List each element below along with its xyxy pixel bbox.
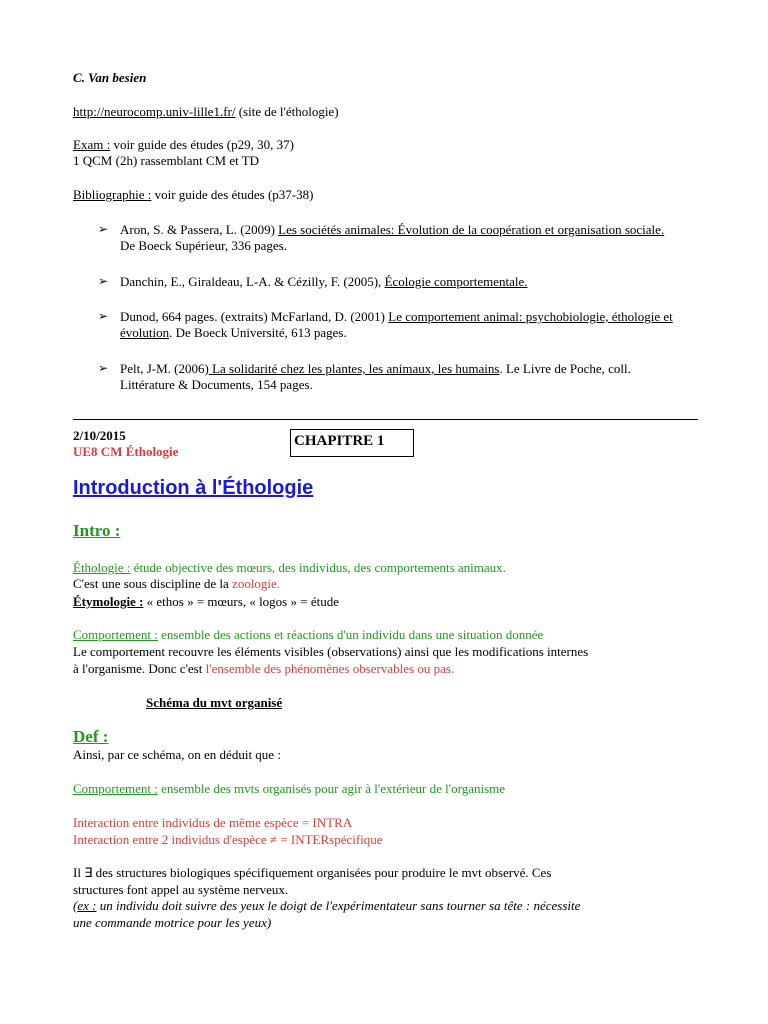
bib-authors: Pelt, J-M. (2006) bbox=[120, 361, 209, 376]
para-highlight: l'ensemble des phénomènes observables ou pas. bbox=[205, 661, 455, 676]
example-paren: ( bbox=[73, 898, 78, 913]
bib-title: Écologie comportementale. bbox=[384, 274, 528, 289]
chapter-label: CHAPITRE 1 bbox=[294, 433, 385, 449]
bib-item bbox=[120, 309, 680, 341]
ethologie-text: étude objective des mœurs, des individus, des comportements animaux. bbox=[130, 560, 506, 575]
biblio-text: voir guide des études (p37-38) bbox=[151, 187, 314, 202]
bullet-icon: ➢ bbox=[98, 274, 109, 288]
ethologie-def bbox=[73, 560, 506, 576]
bib-publisher: . Le Livre de Poche, coll. Littérature & Documents, 154 pages. bbox=[120, 361, 631, 392]
bib-item bbox=[120, 274, 680, 290]
inter-line: Interaction entre 2 individus d'espèce ≠ = INTERspécifique bbox=[73, 832, 383, 847]
comportement-para-line2 bbox=[73, 661, 454, 677]
bib-title: Les sociétés animales: Évolution de la coopération et organisation sociale. bbox=[278, 222, 665, 237]
comportement-def bbox=[73, 627, 543, 643]
subdiscipline-line bbox=[73, 576, 280, 592]
ainsi-line: Ainsi, par ce schéma, on en déduit que : bbox=[73, 747, 281, 762]
intra-line: Interaction entre individus de même espèce = INTRA bbox=[73, 815, 353, 830]
exam-line bbox=[73, 137, 294, 153]
intro-heading bbox=[73, 521, 120, 541]
comportement-label-2: Comportement : bbox=[73, 781, 158, 796]
site-link[interactable]: http://neurocomp.univ-lille1.fr/ bbox=[73, 104, 236, 119]
comportement-text-2: ensemble des mvts organisés pour agir à l'extérieur de l'organisme bbox=[157, 781, 506, 796]
subdiscipline-text: C'est une sous discipline de la bbox=[73, 576, 233, 591]
intro-heading-text: Intro : bbox=[73, 521, 121, 540]
comportement-label: Comportement : bbox=[73, 627, 158, 642]
etymologie-line bbox=[73, 594, 339, 610]
para-text: à l'organisme. Donc c'est bbox=[73, 661, 206, 676]
horizontal-rule bbox=[73, 419, 698, 420]
qcm-line: 1 QCM (2h) rassemblant CM et TD bbox=[73, 153, 260, 168]
bib-publisher: . De Boeck Université, 613 pages. bbox=[169, 325, 347, 340]
biblio-line bbox=[73, 187, 313, 203]
structures-line1: Il ∃ des structures biologiques spécifiquement organisées pour produire le mvt observé. Ces bbox=[73, 865, 552, 880]
exam-label: Exam : bbox=[73, 137, 111, 152]
bib-item bbox=[120, 361, 680, 393]
course-name: UE8 CM Éthologie bbox=[73, 444, 179, 459]
chapter-box bbox=[290, 429, 414, 457]
bib-authors: Dunod, 664 pages. (extraits) McFarland, D. (2001) bbox=[120, 309, 389, 324]
bullet-icon: ➢ bbox=[98, 361, 109, 375]
example-label: ex : bbox=[77, 898, 97, 913]
zoologie-term: zoologie. bbox=[232, 576, 281, 591]
comportement-text: ensemble des actions et réactions d'un individu dans une situation donnée bbox=[157, 627, 544, 642]
def-heading-text: Def : bbox=[73, 727, 109, 746]
bullet-icon: ➢ bbox=[98, 222, 109, 236]
bib-authors: Danchin, E., Giraldeau, L-A. & Cézilly, F. (2005), bbox=[120, 274, 385, 289]
page-title: Introduction à l'Éthologie bbox=[73, 477, 314, 499]
def-heading bbox=[73, 727, 108, 747]
lecture-date: 2/10/2015 bbox=[73, 428, 126, 443]
bib-title: La solidarité chez les plantes, les animaux, les humains bbox=[208, 361, 500, 376]
etymologie-label: Étymologie : bbox=[73, 594, 144, 609]
structures-line2: structures font appel au système nerveux. bbox=[73, 882, 289, 897]
site-note: (site de l'éthologie) bbox=[235, 104, 339, 119]
ethologie-label: Éthologie : bbox=[73, 560, 131, 575]
example-line1 bbox=[73, 898, 580, 914]
example-line2: une commande motrice pour les yeux) bbox=[73, 915, 272, 930]
bib-title: Le comportement animal: psychobiologie, éthologie et évolution bbox=[120, 309, 673, 340]
author: C. Van besien bbox=[73, 70, 147, 85]
example-text: un individu doit suivre des yeux le doigt de l'expérimentateur sans tourner sa tête : nécessite bbox=[96, 898, 581, 913]
biblio-label: Bibliographie : bbox=[73, 187, 152, 202]
schema-caption: Schéma du mvt organisé bbox=[146, 695, 283, 710]
comportement-para-line1: Le comportement recouvre les éléments visibles (observations) ainsi que les modifications internes bbox=[73, 644, 589, 659]
exam-text: voir guide des études (p29, 30, 37) bbox=[110, 137, 294, 152]
comportement-def-2 bbox=[73, 781, 505, 797]
bib-publisher: De Boeck Supérieur, 336 pages. bbox=[120, 238, 287, 253]
site-line bbox=[73, 104, 339, 120]
bullet-icon: ➢ bbox=[98, 309, 109, 323]
etymologie-text: « ethos » = mœurs, « logos » = étude bbox=[143, 594, 339, 609]
bib-item bbox=[120, 222, 680, 254]
bib-authors: Aron, S. & Passera, L. (2009) bbox=[120, 222, 279, 237]
